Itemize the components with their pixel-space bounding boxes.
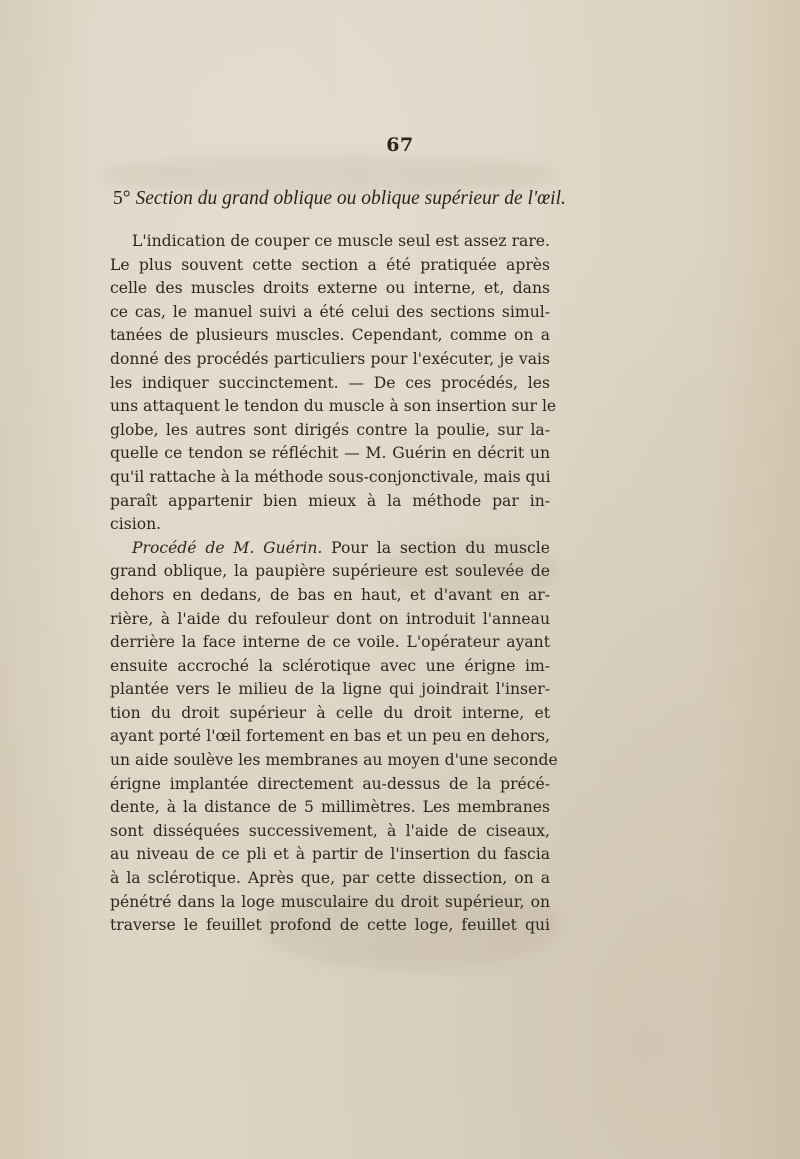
text-line: cision.: [110, 515, 162, 534]
text-line: au niveau de ce pli et à partir de l'insertion du fascia: [110, 845, 550, 864]
text-line: donné des procédés particuliers pour l'exécuter, je vais: [110, 349, 550, 368]
procedure-name: Procédé de M. Guérin.: [132, 538, 323, 557]
page-number: 67: [386, 134, 414, 156]
text-line: qu'il rattache à la méthode sous-conjonctivale, mais qui: [110, 467, 551, 486]
text-line: érigne implantée directement au-dessus de la précé-: [110, 774, 550, 793]
text-line: paraît appartenir bien mieux à la méthode par in-: [110, 491, 550, 510]
text-line: L'indication de couper ce muscle seul est assez rare.: [132, 232, 550, 250]
section-heading: [113, 188, 673, 210]
text-line: derrière la face interne de ce voile. L'opérateur ayant: [110, 633, 550, 652]
text-line: [110, 537, 550, 561]
text-line: uns attaquent le tendon du muscle à son insertion sur le: [110, 397, 557, 416]
section-number: 5°: [113, 188, 131, 209]
text-line: plantée vers le milieu de la ligne qui joindrait l'inser-: [110, 680, 550, 699]
text-line: dente, à la distance de 5 millimètres. Les membranes: [110, 798, 550, 817]
body-text: [110, 230, 558, 938]
text-line: dehors en dedans, de bas en haut, et d'avant en ar-: [110, 585, 550, 604]
text-line: pénétré dans la loge musculaire du droit supérieur, on: [110, 892, 550, 911]
text-fragment: Pour la section du muscle: [322, 538, 550, 557]
text-line: traverse le feuillet profond de cette loge, feuillet qui: [110, 916, 550, 935]
text-line: quelle ce tendon se réfléchit — M. Guérin en décrit un: [110, 444, 550, 463]
text-line: grand oblique, la paupière supérieure est soulevée de: [110, 562, 550, 581]
text-line: celle des muscles droits externe ou interne, et, dans: [110, 279, 550, 298]
text-line: les indiquer succinctement. — De ces procédés, les: [110, 373, 550, 392]
paragraph-1: [110, 230, 557, 537]
text-line: tanées de plusieurs muscles. Cependant, comme on a: [110, 326, 550, 345]
text-line: tion du droit supérieur à celle du droit interne, et: [110, 703, 550, 722]
section-title: Section du grand oblique ou oblique supérieur de l'œil.: [135, 188, 566, 209]
text-line: rière, à l'aide du refouleur dont on introduit l'anneau: [110, 609, 550, 628]
text-line: Le plus souvent cette section a été pratiquée après: [110, 255, 550, 274]
text-line: sont disséquées successivement, à l'aide de ciseaux,: [110, 821, 550, 840]
text-line: ce cas, le manuel suivi a été celui des sections simul-: [110, 302, 550, 321]
text-line: ensuite accroché la sclérotique avec une érigne im-: [110, 656, 550, 675]
text-line: globe, les autres sont dirigés contre la poulie, sur la-: [110, 420, 550, 439]
text-line: à la sclérotique. Après que, par cette dissection, on a: [110, 869, 550, 888]
text-line: un aide soulève les membranes au moyen d'une seconde: [110, 751, 558, 770]
paragraph-2: [110, 537, 558, 938]
text-line: ayant porté l'œil fortement en bas et un peu en dehors,: [110, 727, 550, 746]
